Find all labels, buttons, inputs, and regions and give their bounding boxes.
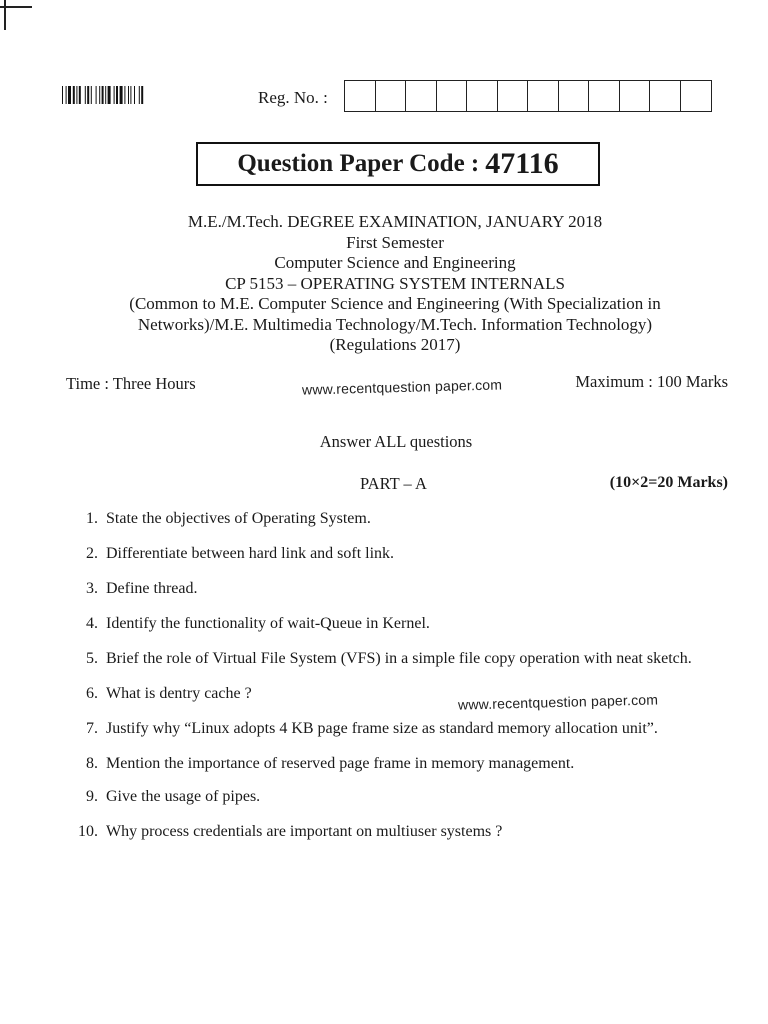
question-list [72, 509, 732, 842]
question-text: Give the usage of pipes. [106, 788, 261, 805]
time-duration: Time : Three Hours [66, 374, 196, 393]
question-text: What is dentry cache ? [106, 685, 252, 702]
question-number: 6. [86, 685, 98, 702]
question-item [72, 509, 732, 529]
question-number: 4. [86, 615, 98, 632]
barcode [62, 86, 170, 104]
question-paper-code-box [196, 142, 600, 186]
maximum-marks: Maximum : 100 Marks [575, 372, 728, 391]
reg-no-box [620, 81, 651, 111]
question-item [72, 649, 732, 669]
exam-title: M.E./M.Tech. DEGREE EXAMINATION, JANUARY 2018 [187, 212, 603, 231]
reg-no-box [589, 81, 620, 111]
reg-no-box [345, 81, 376, 111]
question-text: Differentiate between hard link and soft link. [106, 545, 395, 562]
reg-no-box [498, 81, 529, 111]
question-text: Identify the functionality of wait-Queue in Kernel. [106, 615, 430, 632]
question-item [72, 719, 732, 739]
question-number: 2. [86, 545, 98, 562]
reg-no-boxes [344, 80, 712, 112]
question-item [72, 579, 732, 599]
reg-no-box [681, 81, 712, 111]
question-text: Why process credentials are important on multiuser systems ? [106, 823, 503, 840]
common-to-line-2: Networks)/M.E. Multimedia Technology/M.Tech. Information Technology) [137, 314, 653, 334]
question-text: State the objectives of Operating System. [106, 510, 371, 527]
reg-no-box [406, 81, 437, 111]
question-paper-code-label: Question Paper Code : [237, 150, 480, 177]
exam-header [60, 212, 730, 356]
reg-no-box [650, 81, 681, 111]
question-text: Define thread. [106, 580, 198, 597]
part-title: PART – A [360, 474, 427, 493]
question-number: 8. [86, 755, 98, 772]
question-text: Justify why “Linux adopts 4 KB page frame size as standard memory allocation unit”. [106, 720, 658, 737]
department: Computer Science and Engineering [274, 253, 516, 272]
question-number: 7. [86, 720, 98, 737]
semester: First Semester [346, 232, 444, 252]
question-item [72, 787, 732, 807]
question-number: 9. [86, 788, 98, 805]
reg-no-box [467, 81, 498, 111]
reg-no-box [376, 81, 407, 111]
watermark-url: www.recentquestion paper.com [457, 691, 659, 713]
watermark-url: www.recentquestion paper.com [301, 376, 503, 398]
question-item [72, 544, 732, 564]
crop-mark [4, 0, 6, 30]
question-text: Mention the importance of reserved page frame in memory management. [106, 755, 575, 772]
question-number: 10. [78, 823, 98, 840]
reg-no-box [528, 81, 559, 111]
reg-no-box [437, 81, 468, 111]
question-number: 5. [86, 650, 98, 667]
part-marks: (10×2=20 Marks) [609, 474, 728, 491]
question-text: Brief the role of Virtual File System (VFS) in a simple file copy operation with neat sketch. [106, 650, 692, 667]
instruction: Answer ALL questions [319, 432, 473, 451]
question-paper-code: 47116 [485, 147, 559, 180]
question-item [72, 614, 732, 634]
question-item [72, 754, 732, 774]
question-number: 3. [86, 580, 98, 597]
reg-no-label: Reg. No. : [258, 88, 328, 107]
course-title: CP 5153 – OPERATING SYSTEM INTERNALS [225, 273, 565, 293]
common-to-line-1: (Common to M.E. Computer Science and Engineering (With Specialization in [129, 294, 661, 313]
question-item [72, 822, 732, 842]
regulations: (Regulations 2017) [329, 335, 461, 354]
reg-no-box [559, 81, 590, 111]
question-number: 1. [86, 510, 98, 527]
